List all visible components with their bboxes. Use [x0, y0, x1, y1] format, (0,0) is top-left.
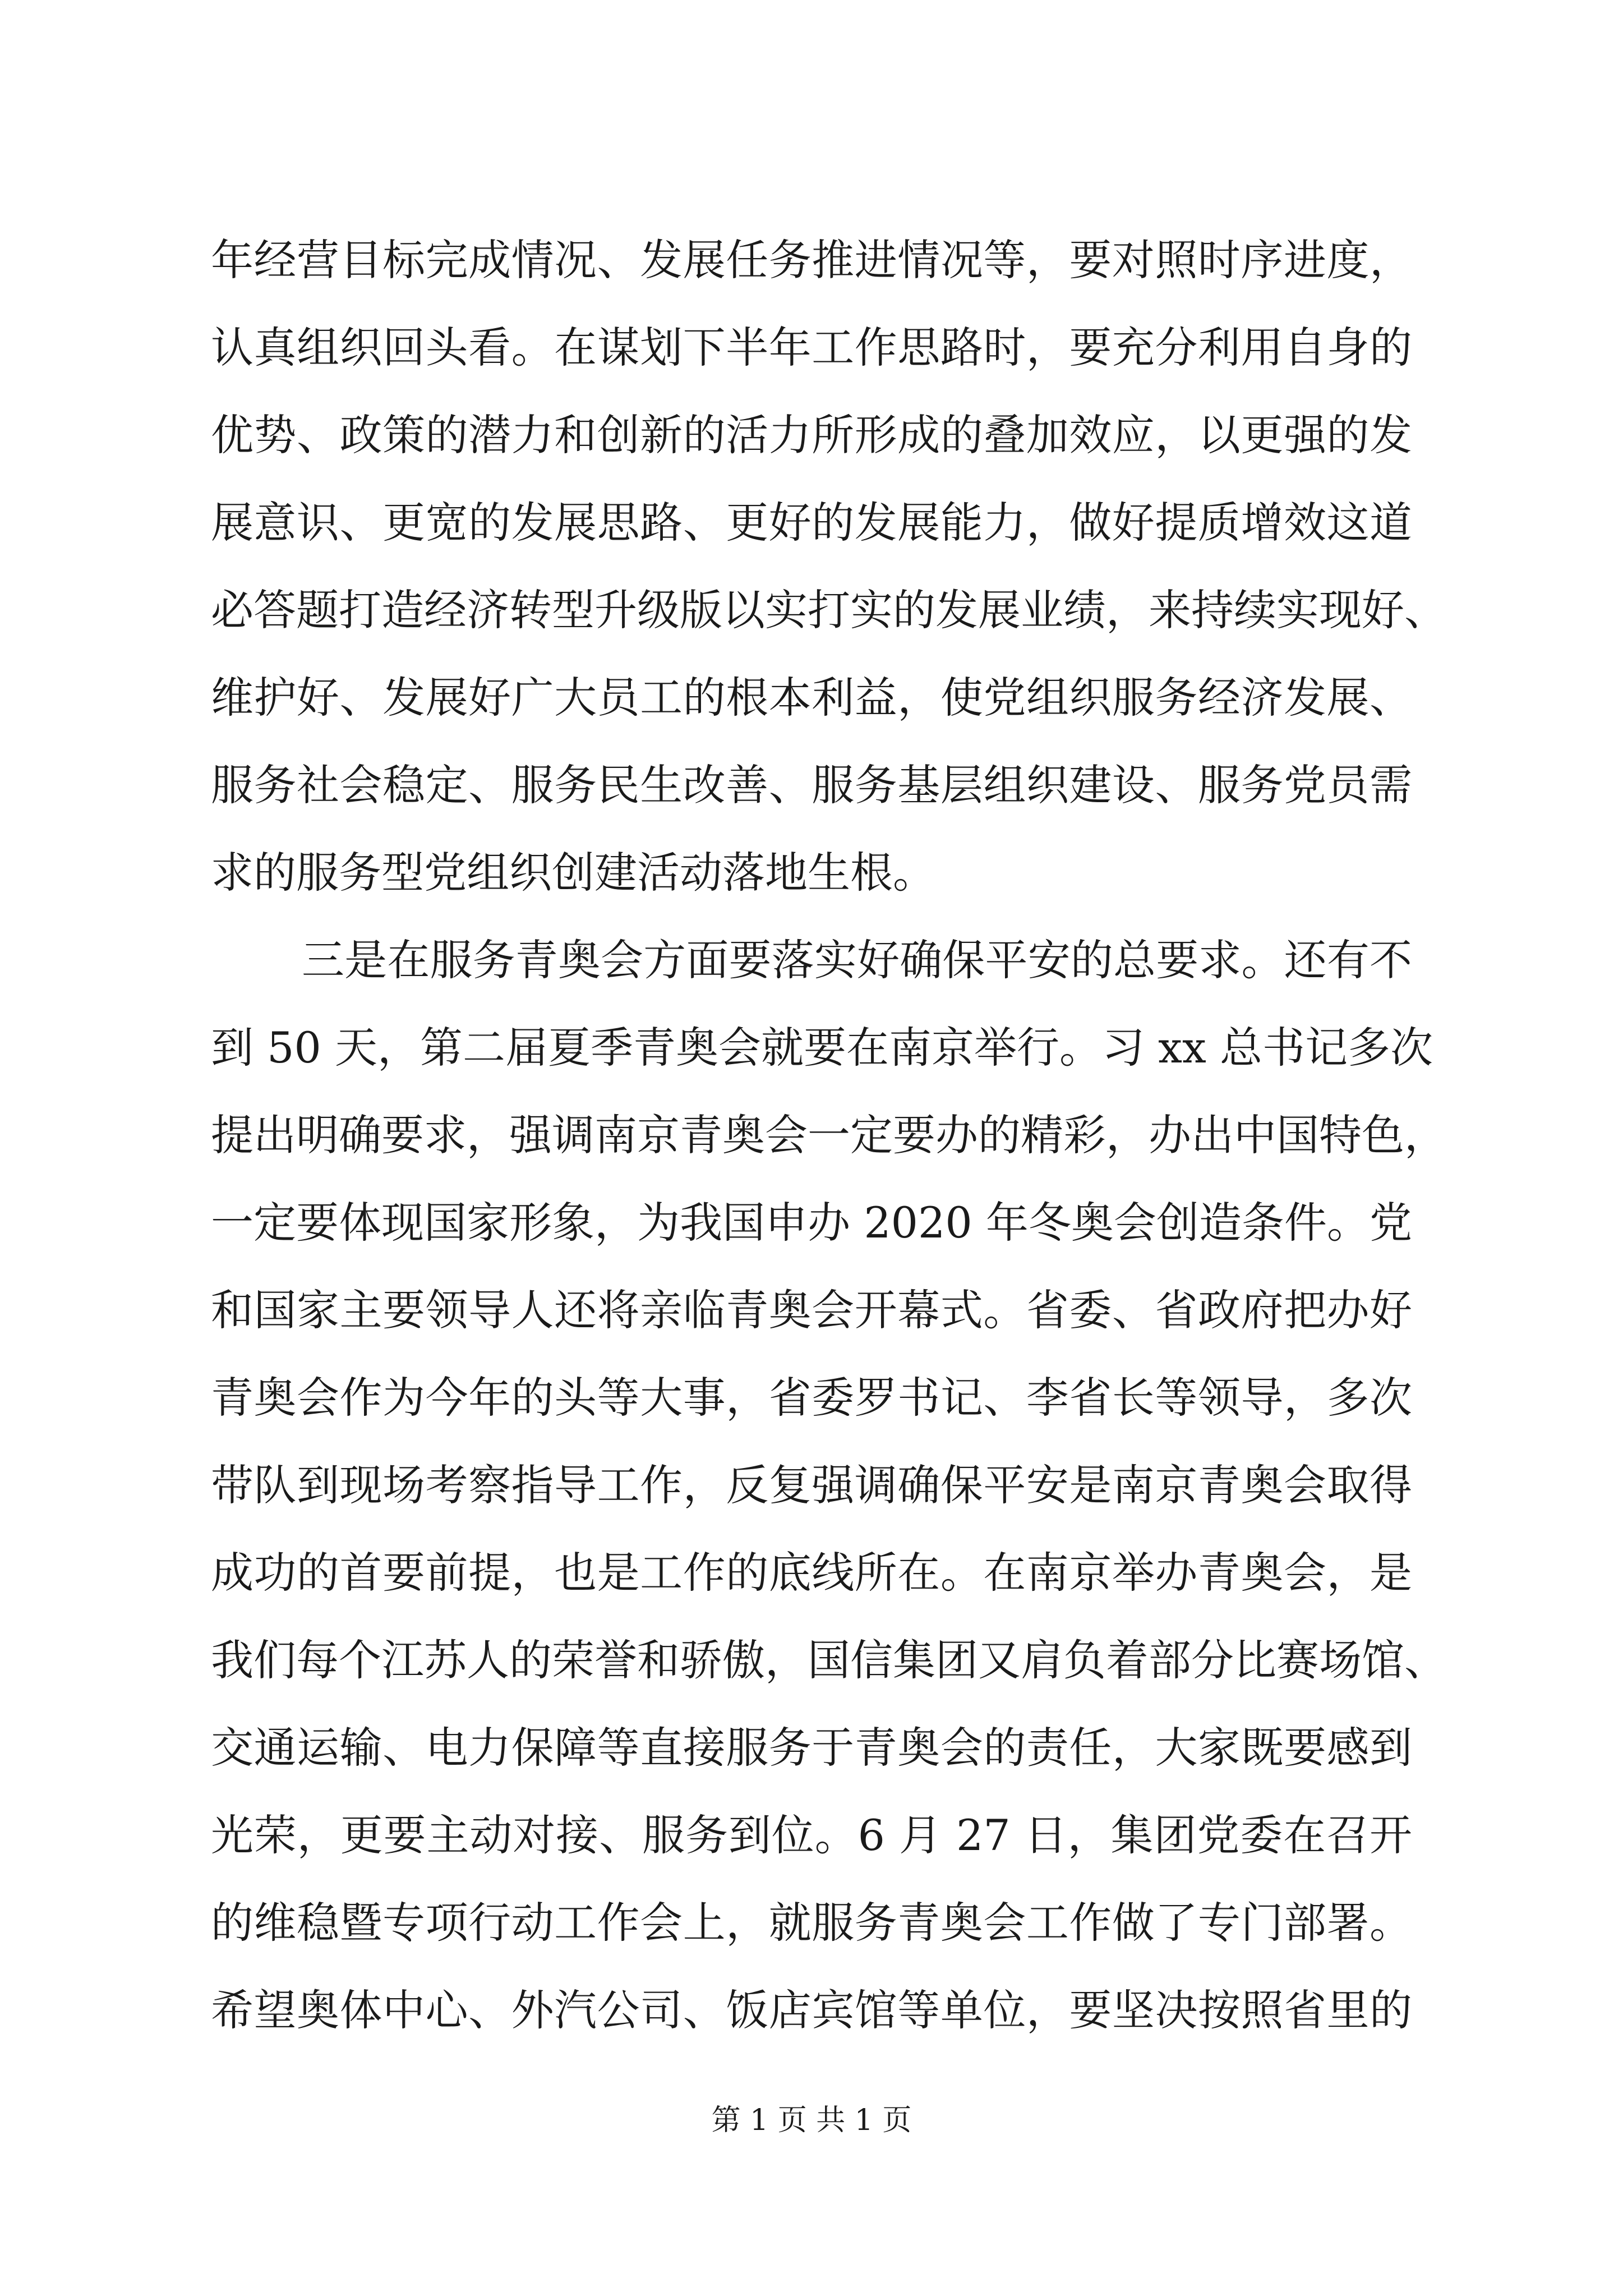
text-line: 交通运输、电力保障等直接服务于青奥会的责任，大家既要感到: [211, 1723, 1412, 1773]
text-line: 光荣，更要主动对接、服务到位。6 月 27 日，集团党委在召开: [211, 1810, 1412, 1860]
text-line: 希望奥体中心、外汽公司、饭店宾馆等单位，要坚决按照省里的: [211, 1985, 1412, 2035]
text-line: 带队到现场考察指导工作，反复强调确保平安是南京青奥会取得: [211, 1460, 1412, 1510]
text-line: 年经营目标完成情况、发展任务推进情况等，要对照时序进度，: [211, 235, 1412, 285]
text-line: 认真组织回头看。在谋划下半年工作思路时，要充分利用自身的: [211, 323, 1412, 372]
text-line: 青奥会作为今年的头等大事，省委罗书记、李省长等领导，多次: [211, 1373, 1412, 1423]
text-line: 提出明确要求，强调南京青奥会一定要办的精彩，办出中国特色，: [211, 1110, 1447, 1160]
text-line: 一定要体现国家形象，为我国申办 2020 年冬奥会创造条件。党: [211, 1198, 1412, 1248]
text-line: 成功的首要前提，也是工作的底线所在。在南京举办青奥会，是: [211, 1548, 1412, 1598]
text-line: 求的服务型党组织创建活动落地生根。: [211, 848, 935, 898]
text-line: 优势、政策的潜力和创新的活力所形成的叠加效应，以更强的发: [211, 410, 1412, 460]
text-line: 必答题打造经济转型升级版以实打实的发展业绩，来持续实现好、: [211, 585, 1447, 635]
paragraph-first-line: 三是在服务青奥会方面要落实好确保平安的总要求。还有不: [302, 935, 1412, 985]
text-line: 到 50 天，第二届夏季青奥会就要在南京举行。习 xx 总书记多次: [211, 1023, 1433, 1073]
text-line: 维护好、发展好广大员工的根本利益，使党组织服务经济发展、: [211, 673, 1412, 723]
text-line: 的维稳暨专项行动工作会上，就服务青奥会工作做了专门部署。: [211, 1898, 1412, 1948]
text-line: 我们每个江苏人的荣誉和骄傲，国信集团又肩负着部分比赛场馆、: [211, 1635, 1447, 1685]
page-number-footer: 第 1 页 共 1 页: [711, 2104, 912, 2137]
text-line: 和国家主要领导人还将亲临青奥会开幕式。省委、省政府把办好: [211, 1285, 1412, 1335]
text-line: 展意识、更宽的发展思路、更好的发展能力，做好提质增效这道: [211, 498, 1412, 547]
text-line: 服务社会稳定、服务民生改善、服务基层组织建设、服务党员需: [211, 760, 1412, 810]
